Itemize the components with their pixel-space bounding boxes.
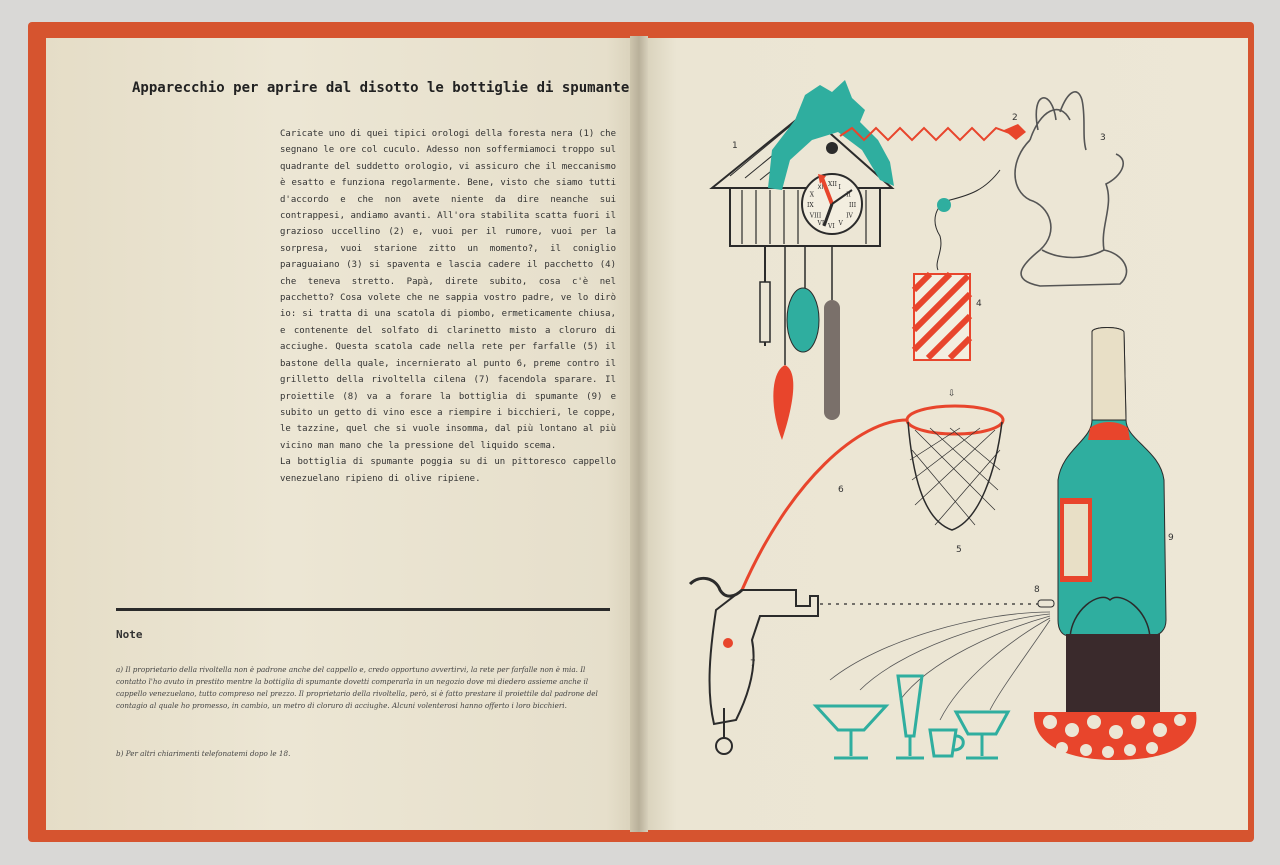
- label-3: 3: [1100, 133, 1106, 143]
- clock-numeral: VI: [828, 223, 835, 230]
- lead-box-package: [914, 274, 970, 360]
- string-knot: [937, 198, 951, 212]
- label-9: 9: [1168, 533, 1174, 543]
- label-5: 5: [956, 545, 962, 555]
- clock-numeral: IX: [807, 202, 814, 209]
- bullet: [1038, 600, 1054, 607]
- wine-spray: [830, 612, 1050, 720]
- notes-heading: Note: [116, 628, 143, 641]
- label-6: 6: [838, 485, 844, 495]
- label-8: 8: [1034, 585, 1040, 595]
- venezuelan-hat: [1034, 712, 1197, 760]
- body-paragraph-1: Caricate uno di quei tipici orologi della foresta nera (1) che segnano le ore col cuculo. Adesso non soffermiamoci troppo sul quadrante del suddetto orologio, vi assicuro che il meccanismo è esatto e funziona regolarmente. Bene, visto che siamo tutti d'accordo e che non avete niente da dire neanche sui contrappesi, andiamo avanti. All'ora stabilita scatta fuori il grazioso uccellino (2) e, vuoi per il rumore, vuoi per la sorpresa, vuoi starione zitto un momento?, il coniglio paraguaiano (3) si spaventa e lascia cadere il pacchetto (4) che teneva stretto. Papà, direte subito, cosa c'è nel pacchetto? Cosa volete che ne sappia vostro padre, ve lo dirò io: si tratta di una scatola di piombo, ermeticamente chiusa, e contenente del solfato di clarinetto misto a cloruro di acciughe. Questa scatola cade nella rete per farfalle (5) il bastone della quale, incernierato al punto 6, preme contro il grilletto della rivoltella cilena (7) facendola sparare. Il proiettile (8) va a forare la bottiglia di spumante (9) e subito un getto di vino esce a riempire i bicchieri, le coppe, le tazzine, quel che si vuole insomma, dal più lontano al più vicino man mano che la pressione del liquido scema.: [280, 129, 616, 451]
- clock-numeral-xi: XI: [817, 183, 824, 191]
- cuckoo-clock: [712, 80, 894, 246]
- note-b: b) Per altri chiarimenti telefonatemi dopo le 18.: [116, 749, 291, 758]
- clock-numeral: II: [846, 191, 851, 199]
- clock-numeral: VII: [817, 220, 827, 228]
- clock-numeral: V: [838, 220, 843, 228]
- clock-weights: [760, 246, 840, 440]
- champagne-bottle: [1058, 328, 1166, 719]
- clock-numeral: III: [849, 202, 857, 209]
- glasses: [816, 676, 1008, 758]
- cuckoo-bird: [1004, 124, 1026, 140]
- package-string: [935, 170, 1000, 270]
- clock-numeral: XII: [828, 181, 838, 188]
- clock-numeral: I: [838, 183, 841, 191]
- clock-numeral: X: [809, 191, 815, 199]
- label-7: 7: [750, 659, 756, 669]
- label-1: 1: [732, 141, 738, 151]
- label-2: 2: [1012, 113, 1018, 123]
- clock-numeral: VIII: [809, 212, 822, 220]
- note-a: a) Il proprietario della rivoltella non è padrone anche del cappello e, credo opportuno avvertirvi, la rete per farfalle non è mia. Il contatto l'ho avuto in prestito mentre la bottiglia di spumante dovetti comperarla in un negozio dove mi diedero assieme anche il cappello venezuelano, tutto compreso nel prezzo. Il proprietario della rivoltella, però, si è fatto prestare il proiettile dal padrone del contagio al quale ho promesso, in cambio, un metro di cloruro di acciughe. Alcuni volenterosi hanno offerto i loro bicchieri.: [116, 665, 598, 710]
- body-paragraph-2: La bottiglia di spumante poggia su di un pittoresco cappello venezuelano ripieno di olive ripiene.: [280, 457, 616, 484]
- label-4: 4: [976, 299, 982, 309]
- clock-numeral: IV: [846, 212, 853, 220]
- drop-arrow: ⇩: [948, 389, 956, 399]
- page-title: Apparecchio per aprire dal disotto le bottiglie di spumante: [132, 80, 630, 96]
- rabbit-icon: [1015, 92, 1127, 286]
